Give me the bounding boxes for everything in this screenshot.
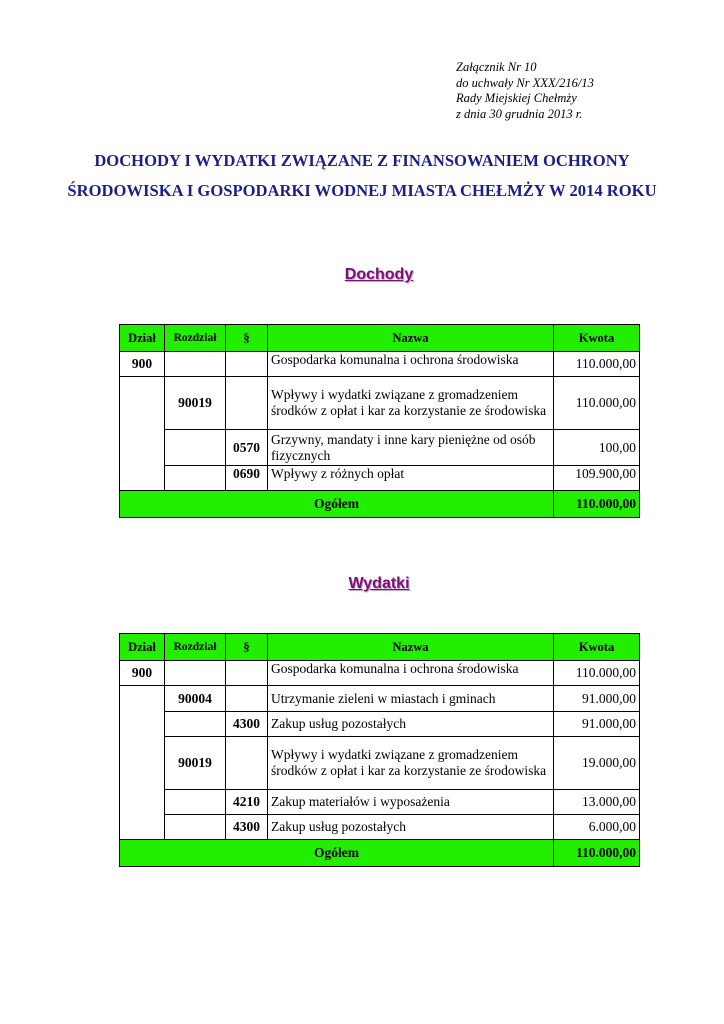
document-title-line-2: ŚRODOWISKA I GOSPODARKI WODNEJ MIASTA CHEŁMŻY W 2014 ROKU	[67, 181, 657, 200]
cell-rozdzial	[165, 661, 226, 686]
table-row	[120, 815, 640, 840]
document-title-line-1: DOCHODY I WYDATKI ZWIĄZANE Z FINANSOWANIEM OCHRONY	[94, 151, 630, 170]
table-row	[120, 661, 640, 686]
cell-dzial: 900	[120, 352, 165, 377]
cell-nazwa: Wpływy z różnych opłat	[268, 466, 554, 491]
annex-line-2: do uchwały Nr XXX/216/13	[456, 75, 594, 90]
expenses-header-row	[120, 634, 640, 661]
table-row	[120, 686, 640, 712]
cell-nazwa: Grzywny, mandaty i inne kary pieniężne od osób fizycznych	[268, 430, 554, 466]
cell-kwota: 91.000,00	[554, 712, 640, 737]
cell-nazwa: Gospodarka komunalna i ochrona środowiska	[268, 352, 554, 377]
total-label: Ogółem	[120, 491, 554, 518]
income-heading: Dochody	[344, 266, 414, 283]
header-kwota: Kwota	[554, 325, 640, 352]
header-kwota: Kwota	[554, 634, 640, 661]
cell-nazwa: Zakup usług pozostałych	[268, 815, 554, 840]
cell-kwota: 110.000,00	[554, 661, 640, 686]
cell-rozdzial: 90019	[165, 377, 226, 430]
annex-line-1: Załącznik Nr 10	[456, 60, 537, 74]
table-row	[120, 377, 640, 430]
table-row	[120, 712, 640, 737]
cell-nazwa: Wpływy i wydatki związane z gromadzeniem środków z opłat i kar za korzystanie ze środowiska	[268, 737, 554, 790]
cell-paragraf: 4210	[226, 790, 268, 815]
cell-nazwa: Wpływy i wydatki związane z gromadzeniem środków z opłat i kar za korzystanie ze środowiska	[268, 377, 554, 430]
table-row	[120, 790, 640, 815]
cell-rozdzial	[165, 815, 226, 840]
cell-paragraf	[226, 377, 268, 430]
cell-rozdzial: 90004	[165, 686, 226, 712]
annex-note	[456, 60, 594, 122]
cell-kwota: 109.900,00	[554, 466, 640, 491]
income-total-row	[120, 491, 640, 518]
cell-rozdzial	[165, 712, 226, 737]
cell-kwota: 110.000,00	[554, 377, 640, 430]
header-dzial: Dział	[120, 325, 165, 352]
cell-kwota: 110.000,00	[554, 352, 640, 377]
cell-dzial	[120, 686, 165, 840]
cell-kwota: 6.000,00	[554, 815, 640, 840]
cell-rozdzial: 90019	[165, 737, 226, 790]
cell-nazwa: Zakup materiałów i wyposażenia	[268, 790, 554, 815]
table-row	[120, 737, 640, 790]
cell-paragraf: 4300	[226, 712, 268, 737]
cell-paragraf: 0690	[226, 466, 268, 491]
cell-kwota: 13.000,00	[554, 790, 640, 815]
cell-kwota: 19.000,00	[554, 737, 640, 790]
header-nazwa: Nazwa	[268, 634, 554, 661]
cell-nazwa: Zakup usług pozostałych	[268, 712, 554, 737]
cell-paragraf	[226, 352, 268, 377]
income-table	[119, 324, 640, 518]
annex-line-4: z dnia 30 grudnia 2013 r.	[456, 106, 583, 121]
annex-line-3: Rady Miejskiej Chełmży	[456, 91, 577, 105]
header-dzial: Dział	[120, 634, 165, 661]
cell-rozdzial	[165, 430, 226, 466]
cell-paragraf: 0570	[226, 430, 268, 466]
cell-paragraf	[226, 661, 268, 686]
total-label: Ogółem	[120, 840, 554, 867]
table-row	[120, 352, 640, 377]
total-value: 110.000,00	[554, 491, 640, 518]
cell-nazwa: Utrzymanie zieleni w miastach i gminach	[268, 686, 554, 712]
cell-paragraf	[226, 737, 268, 790]
header-nazwa: Nazwa	[268, 325, 554, 352]
header-rozdzial: Rozdział	[165, 634, 226, 661]
expenses-table	[119, 633, 640, 867]
total-value: 110.000,00	[554, 840, 640, 867]
table-row	[120, 430, 640, 466]
cell-rozdzial	[165, 790, 226, 815]
cell-dzial: 900	[120, 661, 165, 686]
cell-nazwa: Gospodarka komunalna i ochrona środowiska	[268, 661, 554, 686]
cell-dzial	[120, 377, 165, 491]
expenses-heading: Wydatki	[348, 575, 410, 592]
cell-rozdzial	[165, 466, 226, 491]
table-row	[120, 466, 640, 491]
header-paragraf: §	[226, 634, 268, 661]
cell-kwota: 100,00	[554, 430, 640, 466]
expenses-total-row	[120, 840, 640, 867]
cell-paragraf	[226, 686, 268, 712]
cell-paragraf: 4300	[226, 815, 268, 840]
header-paragraf: §	[226, 325, 268, 352]
income-header-row	[120, 325, 640, 352]
cell-rozdzial	[165, 352, 226, 377]
cell-kwota: 91.000,00	[554, 686, 640, 712]
header-rozdzial: Rozdział	[165, 325, 226, 352]
